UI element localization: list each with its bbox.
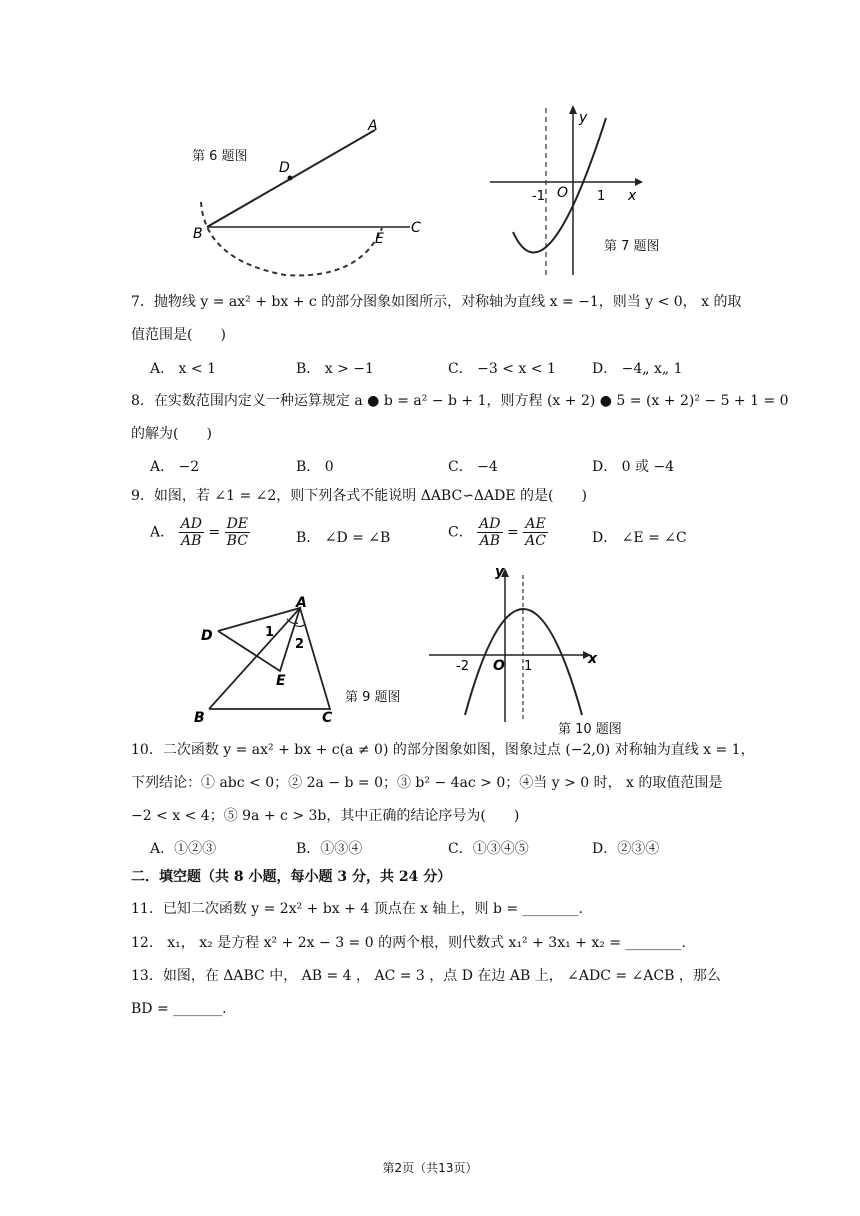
fig9-triangle-ADE	[218, 608, 300, 671]
q13-line2: BD = _______.	[131, 1001, 227, 1017]
q8-option-b: B． 0	[296, 459, 334, 475]
q9-option-b: B． ∠D = ∠B	[296, 530, 391, 546]
q10-line3: −2 < x < 4；⑤ 9a + c > 3b，其中正确的结论序号为( )	[131, 808, 520, 824]
q8-option-d: D． 0 或 −4	[592, 459, 675, 475]
fig7-y-arrow	[569, 105, 577, 114]
figure-10-diagram	[425, 560, 605, 725]
q7-option-b: B． x > −1	[296, 361, 374, 377]
fig6-dashed-arc	[201, 202, 382, 275]
fig9-label-D: D	[201, 628, 213, 644]
fig9-caption: 第 9 题图	[345, 690, 401, 705]
fig6-label-D: D	[279, 160, 290, 176]
q9-line1: 9．如图，若 ∠1 = ∠2，则下列各式不能说明 ΔABC∽ΔADE 的是( )	[131, 488, 587, 504]
fig6-caption: 第 6 题图	[192, 149, 248, 164]
q7-line1: 7．抛物线 y = ax² + bx + c 的部分图象如图所示，对称轴为直线 x = −1，则当 y < 0， x 的取	[131, 294, 742, 310]
fig9-triangle-ABC	[209, 608, 330, 709]
fig10-label-O: O	[493, 658, 505, 674]
fig10-caption: 第 10 题图	[558, 722, 622, 737]
fig9-label-E: E	[276, 673, 286, 689]
fig10-label-1: 1	[524, 659, 533, 674]
q9-option-c-frac2: $\frac{AE}{AC}$	[525, 516, 546, 549]
q10-line1: 10．二次函数 y = ax² + bx + c(a ≠ 0) 的部分图象如图，图象过点 (−2,0) 对称轴为直线 x = 1，	[131, 742, 755, 758]
fig10-label-x: x	[588, 651, 598, 667]
fig6-label-C: C	[411, 220, 421, 236]
q9-option-a-frac1: $\frac{AD}{AB}$	[180, 516, 202, 549]
fig7-caption: 第 7 题图	[604, 239, 660, 254]
q12-line: 12． x₁， x₂ 是方程 x² + 2x − 3 = 0 的两个根，则代数式 x₁² + 3x₁ + x₂ = ________.	[131, 935, 686, 951]
q11-line: 11．已知二次函数 y = 2x² + bx + 4 顶点在 x 轴上，则 b = ________.	[131, 901, 583, 917]
fig9-label-2: 2	[295, 637, 305, 652]
q10-option-a: A．①②③	[150, 841, 217, 857]
q7-line2: 值范围是( )	[131, 327, 226, 343]
q7-option-c: C． −3 < x < 1	[448, 361, 556, 377]
figure-9-diagram	[190, 595, 350, 730]
q9-option-d: D． ∠E = ∠C	[592, 530, 687, 546]
q13-line1: 13．如图，在 ΔABC 中， AB = 4 ， AC = 3 ，点 D 在边 AB 上， ∠ADC = ∠ACB ，那么	[131, 968, 721, 984]
fig7-label-x: x	[628, 188, 637, 204]
fig9-angle2-arc	[294, 625, 304, 627]
figure-6-diagram	[185, 110, 440, 285]
fig7-label-O: O	[557, 185, 569, 201]
q9-option-c: C． $\frac{AD}{AB}$ = $\frac{AE}{AC}$	[448, 516, 546, 549]
q9-option-a-frac2: $\frac{DE}{BC}$	[226, 516, 249, 549]
fig7-label-y: y	[579, 110, 588, 126]
fig9-label-A: A	[296, 595, 307, 611]
fig10-label-y: y	[495, 564, 505, 580]
fig9-label-C: C	[322, 710, 333, 726]
fig9-label-1: 1	[265, 625, 275, 640]
q10-option-b: B．①③④	[296, 841, 363, 857]
fig10-label-neg2: -2	[456, 659, 469, 674]
q9-option-a-label: A．	[150, 524, 175, 541]
fig6-label-A: A	[368, 118, 378, 134]
page-footer: 第2页（共13页）	[382, 1161, 478, 1175]
q8-line2: 的解为( )	[131, 426, 212, 442]
fig7-label-neg1: -1	[532, 189, 545, 204]
fig9-label-B: B	[194, 710, 205, 726]
fig6-point-D	[288, 176, 293, 181]
q7-option-d: D． −4„ x„ 1	[592, 361, 683, 377]
q9-option-a: A． $\frac{AD}{AB}$ = $\frac{DE}{BC}$	[150, 516, 249, 549]
fig6-label-B: B	[193, 226, 203, 242]
section2-heading: 二．填空题（共 8 小题，每小题 3 分，共 24 分）	[131, 869, 452, 885]
q10-line2: 下列结论：① abc < 0；② 2a − b = 0；③ b² − 4ac > 0；④当 y > 0 时， x 的取值范围是	[131, 775, 723, 791]
q8-line1: 8．在实数范围内定义一种运算规定 a ● b = a² − b + 1，则方程 (x + 2) ● 5 = (x + 2)² − 5 + 1 = 0	[131, 393, 789, 409]
fig7-x-arrow	[635, 178, 643, 186]
q10-option-d: D．②③④	[592, 841, 660, 857]
q7-option-a: A． x < 1	[150, 361, 216, 377]
q8-option-c: C． −4	[448, 459, 498, 475]
q10-option-c: C．①③④⑤	[448, 841, 529, 857]
fig7-label-1: 1	[597, 189, 606, 204]
q9-option-c-frac1: $\frac{AD}{AB}$	[479, 516, 501, 549]
q9-option-c-label: C．	[448, 524, 473, 541]
q8-option-a: A． −2	[150, 459, 200, 475]
fig6-label-E: E	[375, 231, 384, 247]
